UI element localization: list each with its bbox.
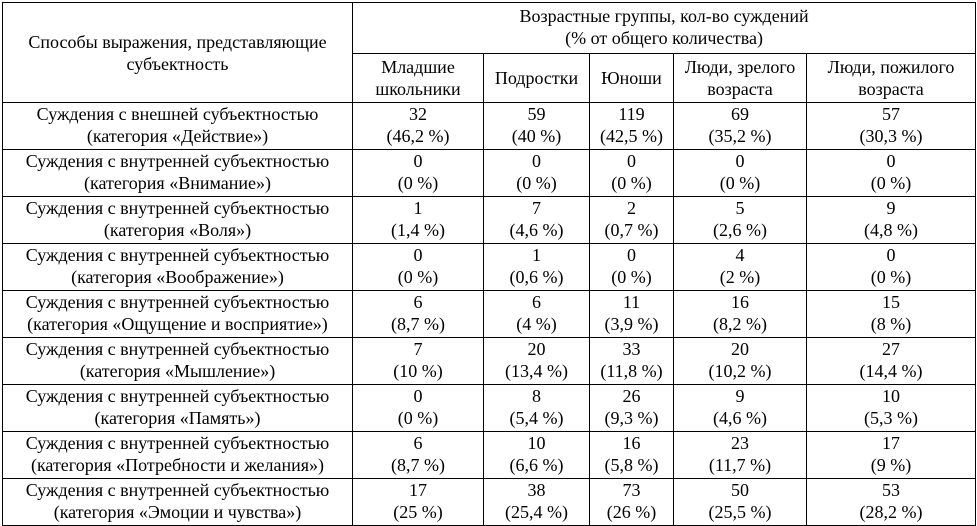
cell-count: 20 <box>527 339 546 359</box>
table-cell <box>674 291 807 338</box>
age-group-column-header <box>484 54 590 103</box>
table-cell <box>590 103 674 150</box>
table-row <box>3 338 976 385</box>
cell-percent: (4 %) <box>516 314 557 334</box>
cell-percent: (5,3 %) <box>864 408 919 428</box>
cell-percent: (0 %) <box>611 173 652 193</box>
cell-count: 59 <box>527 104 546 124</box>
age-group-column-label-line1: Люди, зрелого <box>684 57 796 77</box>
table-row <box>3 197 976 244</box>
row-label-line1: Суждения с внутренней субъектностью <box>25 480 330 500</box>
cell-percent: (40 %) <box>511 126 562 146</box>
cell-percent: (0 %) <box>397 173 439 193</box>
row-label-category: (категория «Воля») <box>103 220 252 240</box>
table-cell <box>590 385 674 432</box>
age-group-column-label-line2: возраста <box>707 79 773 99</box>
age-group-column-header <box>590 54 674 103</box>
age-groups-header-line1: Возрастные группы, кол-во суждений <box>519 6 809 26</box>
cell-count: 6 <box>413 292 423 312</box>
age-group-column-label-line1: Люди, пожилого <box>827 57 955 77</box>
row-label-line1: Суждения с внутренней субъектностью <box>25 433 330 453</box>
row-label-line1: Суждения с внутренней субъектностью <box>25 245 330 265</box>
table-cell <box>807 150 976 197</box>
cell-percent: (35,2 %) <box>708 126 772 146</box>
table-cell <box>484 244 590 291</box>
age-group-column-label-line1: Юноши <box>601 68 662 88</box>
table-cell <box>674 103 807 150</box>
row-label-line1: Суждения с внешней субъектностью <box>36 104 319 124</box>
cell-count: 10 <box>527 433 546 453</box>
row-label <box>3 479 353 526</box>
cell-percent: (1,4 %) <box>391 220 445 240</box>
table-cell <box>674 479 807 526</box>
table-cell <box>807 244 976 291</box>
cell-count: 23 <box>731 433 749 453</box>
cell-percent: (0 %) <box>870 173 912 193</box>
table-cell <box>353 150 484 197</box>
cell-count: 6 <box>413 433 423 453</box>
row-label-line1: Суждения с внутренней субъектностью <box>25 339 330 359</box>
subjectivity-table <box>2 2 976 526</box>
cell-count: 0 <box>886 151 896 171</box>
cell-count: 50 <box>731 480 749 500</box>
row-label <box>3 385 353 432</box>
row-label-category: (категория «Эмоции и чувства») <box>53 502 302 522</box>
table-cell <box>807 479 976 526</box>
table-row <box>3 150 976 197</box>
data-table-container <box>2 2 975 523</box>
cell-percent: (6,6 %) <box>509 455 564 475</box>
cell-percent: (42,5 %) <box>600 126 663 146</box>
cell-percent: (0,7 %) <box>604 220 659 240</box>
cell-percent: (0 %) <box>611 267 652 287</box>
cell-count: 17 <box>409 480 427 500</box>
row-label <box>3 291 353 338</box>
cell-percent: (0 %) <box>397 267 439 287</box>
cell-count: 16 <box>731 292 749 312</box>
table-cell <box>674 385 807 432</box>
row-label <box>3 338 353 385</box>
table-row <box>3 479 976 526</box>
row-label-category: (категория «Действие») <box>86 126 269 146</box>
cell-count: 11 <box>622 292 641 312</box>
cell-count: 26 <box>622 386 641 406</box>
table-cell <box>353 385 484 432</box>
table-cell <box>807 432 976 479</box>
cell-count: 16 <box>622 433 641 453</box>
table-cell <box>484 197 590 244</box>
age-groups-header-line2: (% от общего количества) <box>565 28 763 48</box>
cell-count: 2 <box>627 198 636 218</box>
table-cell <box>353 244 484 291</box>
cell-count: 73 <box>622 480 641 500</box>
row-label-category: (категория «Ощущение и восприятие») <box>27 314 328 334</box>
age-group-column-label-line2: школьники <box>375 79 461 99</box>
table-row <box>3 385 976 432</box>
cell-percent: (10 %) <box>393 361 443 381</box>
table-cell <box>807 385 976 432</box>
cell-percent: (11,8 %) <box>600 361 663 381</box>
cell-percent: (0 %) <box>516 173 557 193</box>
age-group-column-header <box>674 54 807 103</box>
cell-count: 0 <box>532 151 541 171</box>
table-cell <box>590 432 674 479</box>
row-label <box>3 432 353 479</box>
table-cell <box>674 150 807 197</box>
table-cell <box>484 150 590 197</box>
cell-count: 119 <box>618 104 645 124</box>
table-row <box>3 244 976 291</box>
table-cell <box>590 150 674 197</box>
cell-percent: (25,5 %) <box>708 502 772 522</box>
table-cell <box>674 338 807 385</box>
cell-percent: (28,2 %) <box>859 502 923 522</box>
cell-percent: (8,7 %) <box>391 455 445 475</box>
cell-percent: (4,8 %) <box>864 220 919 240</box>
cell-percent: (0,6 %) <box>509 267 564 287</box>
cell-percent: (8,2 %) <box>713 314 767 334</box>
cell-percent: (2,6 %) <box>713 220 767 240</box>
table-cell <box>590 338 674 385</box>
row-label-line1: Суждения с внутренней субъектностью <box>25 386 330 406</box>
cell-percent: (0 %) <box>870 267 912 287</box>
cell-count: 0 <box>886 245 896 265</box>
table-header <box>3 3 976 103</box>
age-group-column-label-line1: Младшие <box>381 57 455 77</box>
cell-percent: (8 %) <box>870 314 912 334</box>
cell-percent: (4,6 %) <box>509 220 564 240</box>
table-cell <box>674 197 807 244</box>
row-label-line1: Суждения с внутренней субъектностью <box>25 292 330 312</box>
table-cell <box>484 479 590 526</box>
cell-count: 8 <box>532 386 541 406</box>
cell-count: 15 <box>882 292 901 312</box>
cell-count: 0 <box>413 386 423 406</box>
row-label-category: (категория «Память») <box>94 408 261 428</box>
row-label <box>3 103 353 150</box>
age-groups-header <box>353 3 976 54</box>
cell-count: 69 <box>731 104 749 124</box>
table-cell <box>674 432 807 479</box>
cell-count: 4 <box>735 245 745 265</box>
table-cell <box>590 197 674 244</box>
table-cell <box>484 432 590 479</box>
table-row <box>3 432 976 479</box>
cell-count: 33 <box>622 339 641 359</box>
table-cell <box>807 338 976 385</box>
cell-count: 6 <box>532 292 541 312</box>
cell-percent: (0 %) <box>719 173 761 193</box>
table-cell <box>353 197 484 244</box>
table-cell <box>807 103 976 150</box>
row-label <box>3 150 353 197</box>
cell-percent: (2 %) <box>719 267 761 287</box>
age-group-column-label-line2: возраста <box>858 79 924 99</box>
table-cell <box>353 432 484 479</box>
cell-count: 57 <box>882 104 901 124</box>
table-cell <box>484 385 590 432</box>
cell-count: 27 <box>882 339 901 359</box>
table-cell <box>484 338 590 385</box>
cell-percent: (5,4 %) <box>509 408 564 428</box>
cell-count: 7 <box>532 198 541 218</box>
table-cell <box>807 197 976 244</box>
cell-percent: (25,4 %) <box>505 502 568 522</box>
cell-percent: (10,2 %) <box>708 361 772 381</box>
cell-count: 1 <box>532 245 541 265</box>
cell-count: 5 <box>735 198 745 218</box>
table-cell <box>353 479 484 526</box>
table-cell <box>590 291 674 338</box>
cell-percent: (9,3 %) <box>604 408 659 428</box>
cell-count: 1 <box>413 198 423 218</box>
cell-count: 32 <box>409 104 427 124</box>
cell-percent: (13,4 %) <box>505 361 568 381</box>
table-row <box>3 291 976 338</box>
cell-count: 38 <box>527 480 546 500</box>
cell-percent: (5,8 %) <box>604 455 659 475</box>
table-cell <box>353 338 484 385</box>
table-cell <box>674 244 807 291</box>
cell-count: 53 <box>882 480 901 500</box>
table-body <box>3 103 976 526</box>
table-cell <box>484 103 590 150</box>
cell-count: 0 <box>413 151 423 171</box>
cell-percent: (9 %) <box>870 455 912 475</box>
table-cell <box>353 291 484 338</box>
cell-percent: (8,7 %) <box>391 314 445 334</box>
cell-count: 17 <box>882 433 901 453</box>
cell-count: 20 <box>731 339 749 359</box>
age-group-column-header <box>807 54 976 103</box>
cell-percent: (26 %) <box>606 502 657 522</box>
row-label-category: (категория «Мышление») <box>79 361 276 381</box>
row-label-line1: Суждения с внутренней субъектностью <box>25 198 330 218</box>
cell-count: 9 <box>886 198 896 218</box>
table-cell <box>590 479 674 526</box>
cell-percent: (46,2 %) <box>386 126 450 146</box>
row-label-category: (категория «Потребности и желания») <box>30 455 325 475</box>
cell-percent: (11,7 %) <box>708 455 772 475</box>
table-cell <box>807 291 976 338</box>
row-label-category: (категория «Воображение») <box>71 267 284 287</box>
cell-percent: (14,4 %) <box>859 361 923 381</box>
cell-percent: (30,3 %) <box>859 126 923 146</box>
cell-percent: (0 %) <box>397 408 439 428</box>
table-cell <box>353 103 484 150</box>
cell-count: 0 <box>627 245 636 265</box>
row-label-category: (категория «Внимание») <box>84 173 271 193</box>
age-group-column-label-line1: Подростки <box>494 68 579 88</box>
cell-count: 7 <box>413 339 423 359</box>
table-cell <box>590 244 674 291</box>
row-label <box>3 197 353 244</box>
methods-header: Способы выражения, представляющие субъектность <box>3 3 353 103</box>
row-label <box>3 244 353 291</box>
table-cell <box>484 291 590 338</box>
cell-count: 10 <box>882 386 901 406</box>
cell-percent: (3,9 %) <box>604 314 659 334</box>
cell-percent: (25 %) <box>393 502 443 522</box>
cell-percent: (4,6 %) <box>713 408 767 428</box>
cell-count: 9 <box>735 386 745 406</box>
age-group-column-header <box>353 54 484 103</box>
cell-count: 0 <box>735 151 745 171</box>
row-label-line1: Суждения с внутренней субъектностью <box>25 151 330 171</box>
cell-count: 0 <box>413 245 423 265</box>
table-row <box>3 103 976 150</box>
cell-count: 0 <box>627 151 636 171</box>
